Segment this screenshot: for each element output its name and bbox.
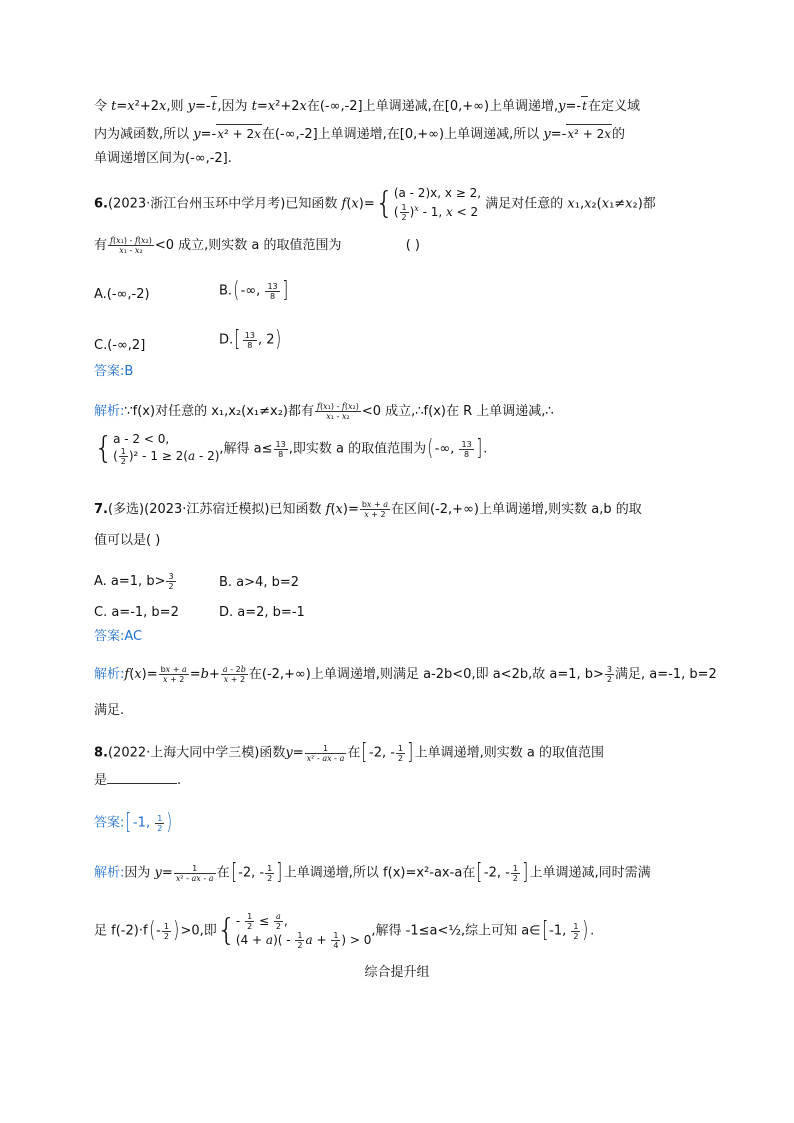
- q7-option-b: B. a>4, b=2: [219, 575, 299, 590]
- q6-option-d: D.[ $\frac{13}{8}$ , 2): [219, 327, 282, 352]
- q8-answer-blank: [107, 783, 177, 784]
- q6-stem-line-2: 有 $\frac{\text{f(x₁) - f(x₂)}}{\text{x₁ - x₂}}$ <0 成立,则实数 a 的取值范围为 ( ): [94, 236, 420, 255]
- intro-line-3: 单调递增区间为(-∞,-2].: [94, 151, 232, 166]
- q7-solution-line-2: 满足.: [94, 703, 125, 718]
- q8-function-fraction: $\frac{1}{\text{x² - ax - a}}$: [306, 743, 345, 763]
- q6-stem-b: 满足对任意的: [485, 196, 564, 212]
- q7-option-a: A. a=1, b> $\frac{3}{2}$: [94, 572, 174, 591]
- q6-option-a: A.(-∞,-2): [94, 287, 150, 302]
- q8-solution-line-2: 足 f(-2)·f(- $\frac{1}{2}$ )>0,即{ - $\frac{1}{2}$ ≤ $\frac{a}{2}$ , (4 + a)( - $\frac{1}{2}$ a + $\frac{1}{4}$ ) > 0 ,解得 -1≤a<½,综上可知 a∈[-1, $\frac{1}{2}$ ).: [94, 912, 595, 950]
- q7-option-c: C. a=-1, b=2: [94, 605, 179, 620]
- q8-stem-line-1: 8.(2022·上海大同中学三模)函数y= $\frac{1}{\text{x² - ax - a}}$ 在[-2, - $\frac{1}{2}$ ]上单调递增,则实数 a 的取值范围: [94, 740, 604, 765]
- q6-difference-quotient: $\frac{\text{f(x₁) - f(x₂)}}{\text{x₁ - x₂}}$: [110, 236, 152, 255]
- q8-solution-line-1: 解析:因为 y= $\frac{1}{\text{x² - ax - a}}$ 在[-2, - $\frac{1}{2}$ ]上单调递增,所以 f(x)=x²-ax-a在[-2, - $\frac{1}{2}$ ]上单调递减,同时需满: [94, 860, 651, 885]
- q7-function-fraction: $\frac{bx + a}{x + 2}$: [361, 500, 389, 519]
- q7-stem-line-1: 7.(多选)(2023·江苏宿迁模拟)已知函数 f(x)= $\frac{bx + a}{x + 2}$ 在区间(-2,+∞)上单调递增,则实数 a,b 的取: [94, 500, 642, 519]
- q6-number: 6.: [94, 196, 108, 212]
- q6-source: (2023·浙江台州玉环中学月考): [107, 196, 286, 212]
- q7-solution-line-1: 解析:f(x)= $\frac{bx + a}{x + 2}$ =b+ $\frac{a - 2b}{x + 2}$ 在(-2,+∞)上单调递增,则满足 a-2b<0,即 a<2b,故 a=1, b> $\frac{3}{2}$ 满足, a=-1, b=2: [94, 665, 717, 684]
- q7-answer: 答案:AC: [94, 629, 143, 644]
- q6-stem-line-1: 6.(2023·浙江台州玉环中学月考)已知函数 f(x)={ (a - 2)x, x ≥ 2, ( $\frac{1}{2}$ )$^x$ - 1, x < 2 满足对任意的 x₁,x₂(x₁≠x₂)都: [94, 186, 656, 222]
- q6-solution-line-2: { a - 2 < 0, ( $\frac{1}{2}$ )² - 1 ≥ 2(a - 2) ,解得 a≤ $\frac{13}{8}$ ,即实数 a 的取值范围为(-∞, $\frac{13}{8}$ ].: [94, 431, 488, 466]
- q6-piecewise: (a - 2)x, x ≥ 2, ( $\frac{1}{2}$ )$^x$ - 1, x < 2: [393, 186, 482, 222]
- q6-answer-paren: ( ): [405, 238, 420, 253]
- q6-answer: 答案:B: [94, 364, 134, 379]
- q6-condition: <0 成立,则实数 a 的取值范围为: [154, 238, 342, 253]
- intro-line-2: 内为减函数,所以 y=-x² + 2x在(-∞,-2]上单调递增,在[0,+∞)上单调递减,所以 y=-x² + 2x的: [94, 124, 625, 144]
- intro-line-1: 令 t=x²+2x,则 y=-t,因为 t=x²+2x在(-∞,-2]上单调递减,在[0,+∞)上单调递增,y=-t在定义域: [94, 96, 640, 116]
- q6-solution-line-1: 解析:∵f(x)对任意的 x₁,x₂(x₁≠x₂)都有 $\frac{\text{f(x₁) - f(x₂)}}{\text{x₁ - x₂}}$ <0 成立,∴f(x)在 R 上单调递减,∴: [94, 402, 554, 421]
- q8-stem-line-2: 是 .: [94, 773, 182, 788]
- q6-stem-a: 已知函数: [285, 196, 338, 212]
- q6-option-b: B.(-∞, $\frac{13}{8}$ ]: [219, 278, 288, 303]
- q8-answer: 答案:[-1, $\frac{1}{2}$ ): [94, 810, 173, 835]
- section-heading: 综合提升组: [364, 965, 430, 980]
- q6-option-c: C.(-∞,2]: [94, 338, 146, 353]
- q7-stem-line-2: 值可以是( ): [94, 533, 161, 548]
- q7-option-d: D. a=2, b=-1: [219, 605, 305, 620]
- q6-brace: {: [374, 186, 394, 221]
